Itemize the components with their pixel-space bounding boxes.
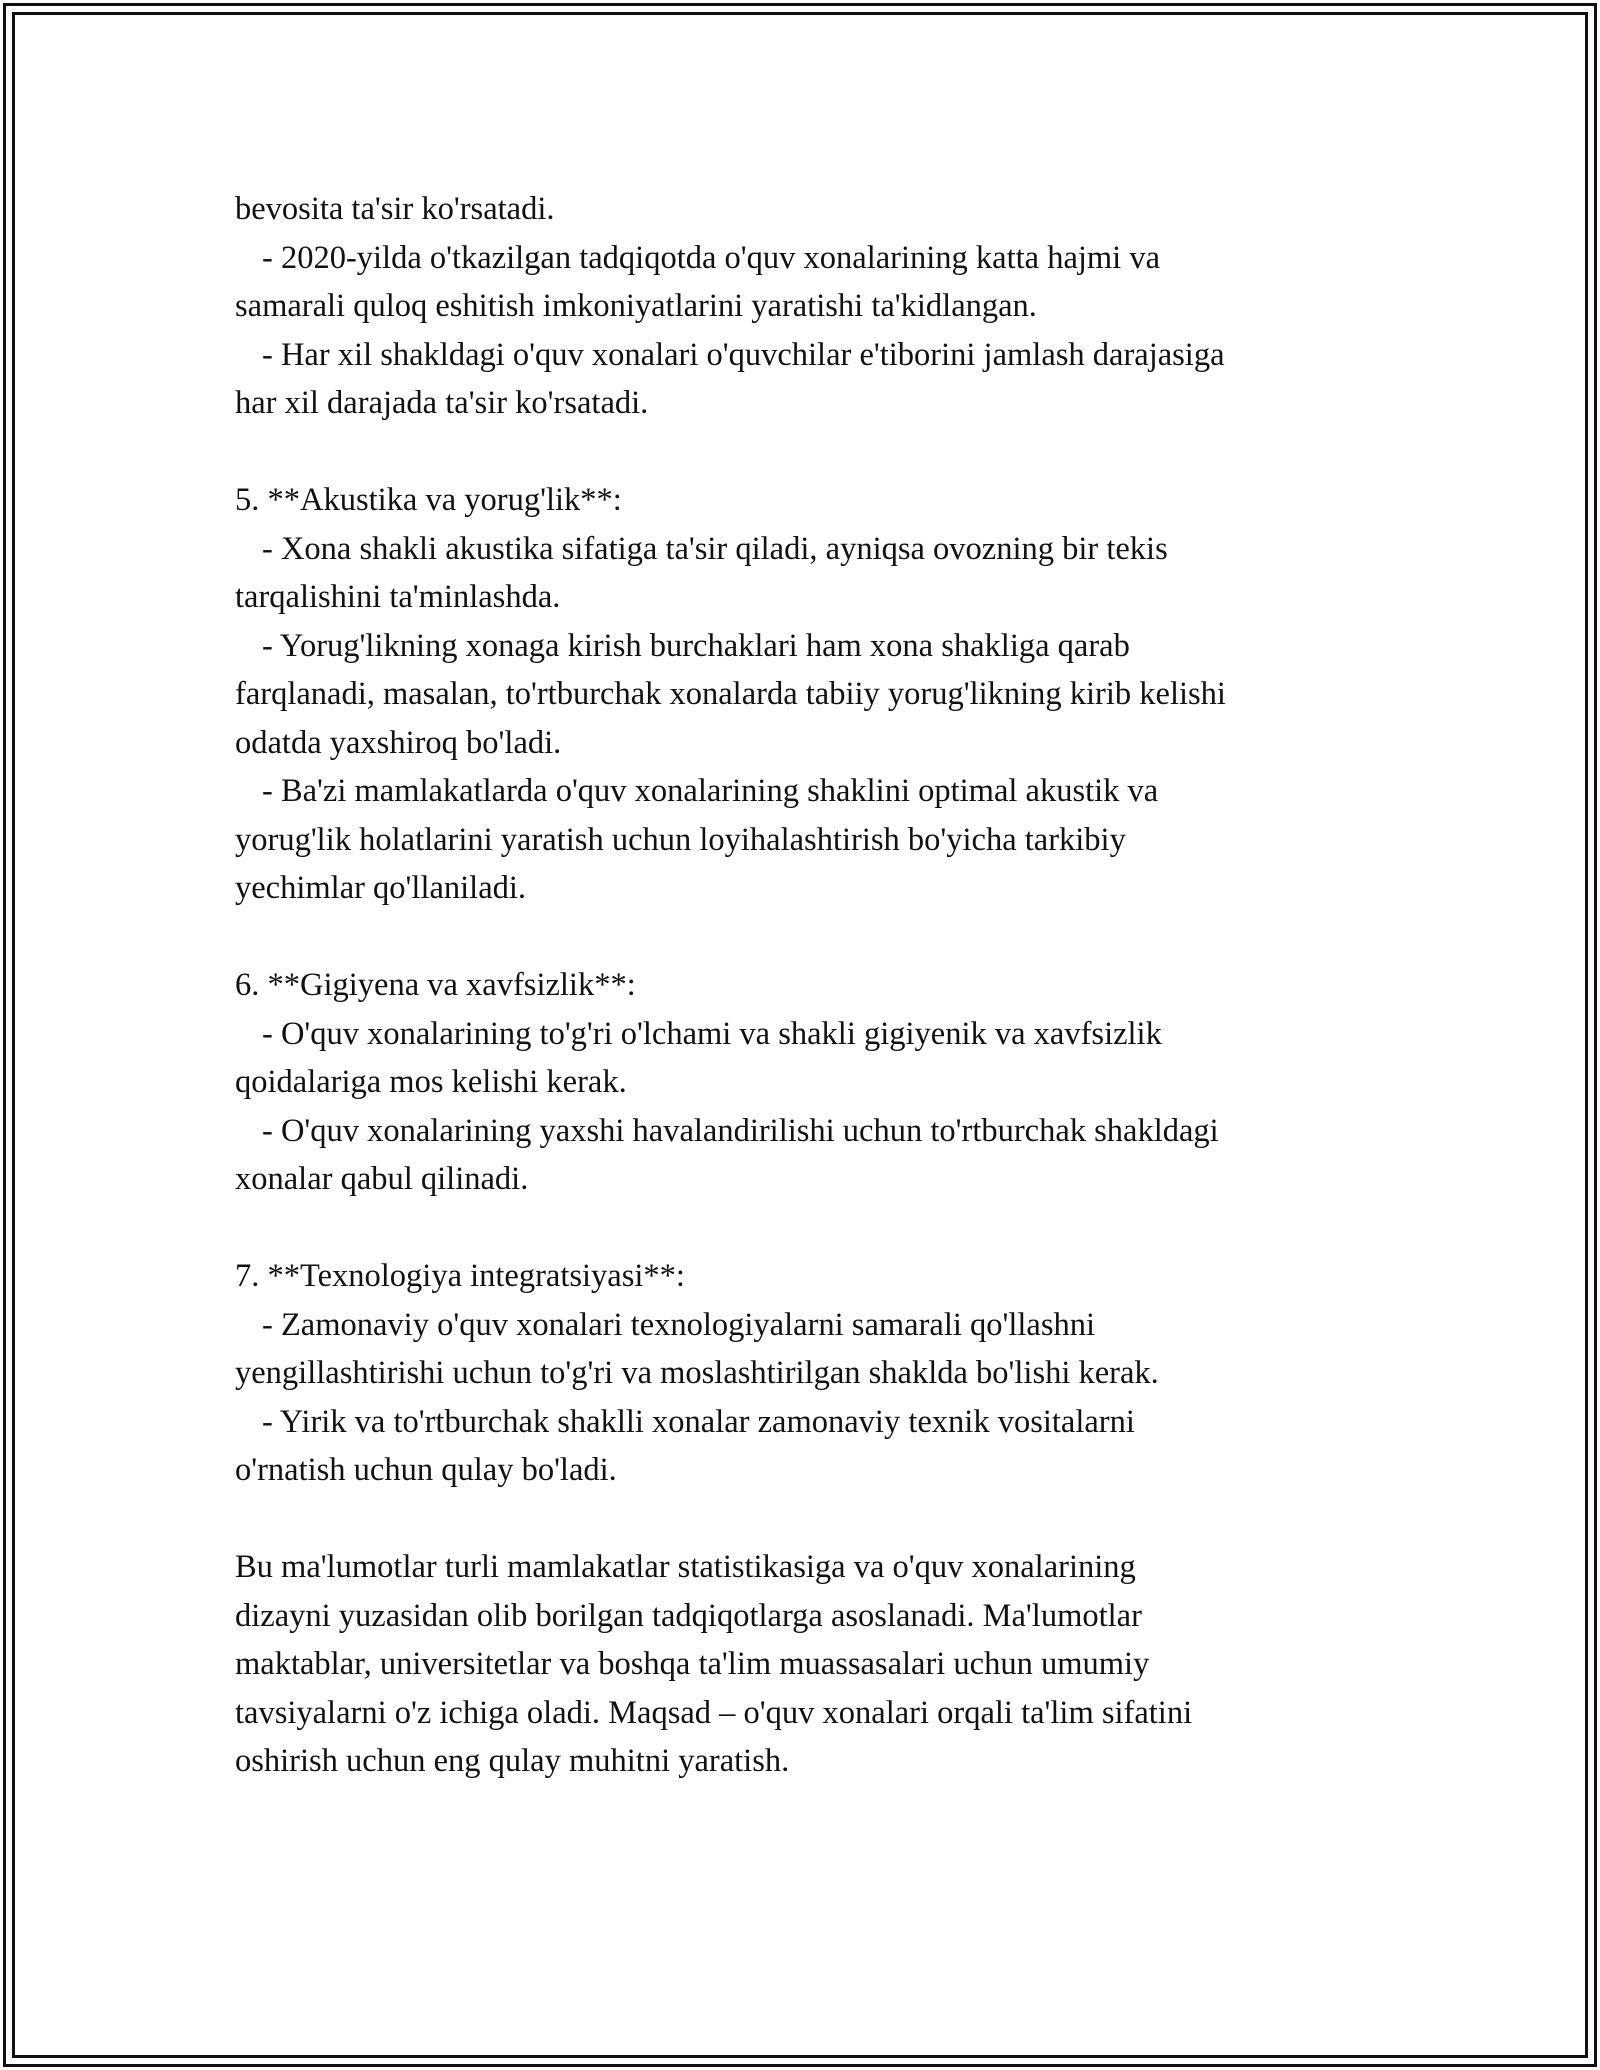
blank-line: [235, 1495, 1385, 1544]
bullet-line: - Xona shakli akustika sifatiga ta'sir qiladi, ayniqsa ovozning bir tekis: [262, 530, 1168, 567]
text-line: yengillashtirishi uchun to'g'ri va moslashtirilgan shaklda bo'lishi kerak.: [235, 1355, 1159, 1391]
text-line: samarali quloq eshitish imkoniyatlarini yaratishi ta'kidlangan.: [235, 288, 1037, 324]
text-line: har xil darajada ta'sir ko'rsatadi.: [235, 385, 649, 421]
bullet-line: - Yorug'likning xonaga kirish burchaklari ham xona shakliga qarab: [262, 627, 1130, 664]
text-line: xonalar qabul qilinadi.: [235, 1161, 529, 1197]
bullet-line: - Yirik va to'rtburchak shaklli xonalar zamonaviy texnik vositalarni: [262, 1403, 1135, 1440]
document-body: [235, 185, 1385, 1786]
text-line: yorug'lik holatlarini yaratish uchun loyihalashtirish bo'yicha tarkibiy: [235, 821, 1126, 858]
blank-line: [235, 1204, 1385, 1253]
paragraph-line: dizayni yuzasidan olib borilgan tadqiqotlarga asoslanadi. Ma'lumotlar: [235, 1597, 1142, 1634]
bullet-line: - Har xil shakldagi o'quv xonalari o'quvchilar e'tiborini jamlash darajasiga: [262, 336, 1225, 373]
section-heading: 5. **Akustika va yorug'lik**:: [235, 482, 622, 518]
text-line: farqlanadi, masalan, to'rtburchak xonalarda tabiiy yorug'likning kirib kelishi: [235, 676, 1226, 712]
section-heading: 6. **Gigiyena va xavfsizlik**:: [235, 967, 636, 1003]
paragraph-line: maktablar, universitetlar va boshqa ta'lim muassasalari uchun umumiy: [235, 1646, 1150, 1682]
bullet-line: - Ba'zi mamlakatlarda o'quv xonalarining shaklini optimal akustik va: [262, 773, 1159, 809]
bullet-line: - Zamonaviy o'quv xonalari texnologiyalarni samarali qo'llashni: [262, 1306, 1096, 1343]
text-line: yechimlar qo'llaniladi.: [235, 870, 527, 906]
text-line: bevosita ta'sir ko'rsatadi.: [235, 191, 555, 227]
blank-line: [235, 913, 1385, 962]
text-line: o'rnatish uchun qulay bo'ladi.: [235, 1452, 617, 1488]
bullet-line: - O'quv xonalarining yaxshi havalandirilishi uchun to'rtburchak shakldagi: [262, 1112, 1219, 1149]
bullet-line: - O'quv xonalarining to'g'ri o'lchami va shakli gigiyenik va xavfsizlik: [262, 1015, 1162, 1052]
text-line: qoidalariga mos kelishi kerak.: [235, 1064, 627, 1100]
text-line: tarqalishini ta'minlashda.: [235, 579, 561, 615]
paragraph-line: tavsiyalarni o'z ichiga oladi. Maqsad – o'quv xonalari orqali ta'lim sifatini: [235, 1694, 1193, 1731]
paragraph-line: oshirish uchun eng qulay muhitni yaratish.: [235, 1743, 790, 1779]
bullet-line: - 2020-yilda o'tkazilgan tadqiqotda o'quv xonalarining katta hajmi va: [262, 239, 1161, 276]
paragraph-line: Bu ma'lumotlar turli mamlakatlar statistikasiga va o'quv xonalarining: [235, 1549, 1136, 1585]
section-heading: 7. **Texnologiya integratsiyasi**:: [235, 1258, 685, 1294]
text-line: odatda yaxshiroq bo'ladi.: [235, 724, 562, 761]
blank-line: [235, 428, 1385, 477]
